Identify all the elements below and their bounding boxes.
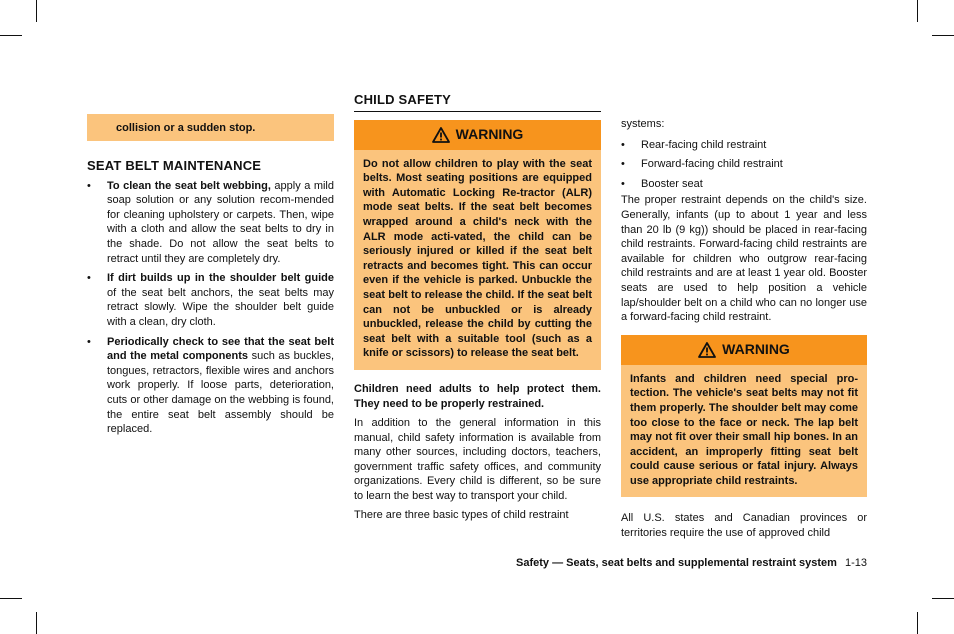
warning-text: Infants and children need special pro-tection. The vehicle's seat belts may not fit them properly. The shoulder belt may come too close to the face or neck. The lap belt may not fit over their small hip bones. In an accident, an improperly fitting seat belt could cause serious or fatal injury. Always use appropriate child restraints. [621,365,867,498]
column-middle [354,93,601,522]
warning-triangle-icon [698,342,716,358]
body-paragraph: There are three basic types of child restraint [354,508,569,521]
list-item-text: of the seat belt anchors, the seat belts may retract slowly. Wipe the shoulder belt guide with a clean, dry cloth. [107,286,334,328]
warning-box [621,335,867,498]
list-item [87,335,334,437]
list-item-lead: To clean the seat belt webbing, [107,179,271,192]
intro-text: systems: [621,118,665,130]
subheading: Children need adults to help protect them. They need to be properly restrained. [354,382,601,410]
warning-title: WARNING [455,126,524,143]
page-number: 1-13 [844,557,867,569]
crop-mark [932,598,954,599]
crop-mark [36,0,37,22]
restraint-types-list [621,138,867,192]
list-item: • Booster seat [621,177,867,192]
list-item-lead: Periodically check to see that the seat belt and the metal components [107,335,334,363]
column-left [87,114,334,442]
warning-header [354,120,601,150]
warning-triangle-icon [432,127,450,143]
crop-mark [36,612,37,634]
crop-mark [932,35,954,36]
body-paragraph: The proper restraint depends on the child's size. Generally, infants (up to about 1 year and less than 20 lb (9 kg)) should be placed in rear-facing child restraints. Forward-facing child restraints are available for children who outgrow rear-facing child restraints and are at least 1 year old. Booster seats are used to help position a vehicle lap/shoulder belt on a child who can no longer use a forward-facing child restraint. [621,194,867,324]
continued-warning-text: collision or a sudden stop. [116,122,256,134]
body-paragraph: All U.S. states and Canadian provinces or territories require the use of approved child [621,512,867,540]
crop-mark [0,598,22,599]
page-footer [516,557,867,569]
list-item-lead: If dirt builds up in the shoulder belt guide [107,272,334,285]
warning-text: Do not allow children to play with the seat belts. Most seating positions are equipped with Automatic Locking Re-tractor (ALR) mode seat belts. If the seat belt becomes wrapped around a child's neck with the ALR mode acti-vated, the child can be seriously injured or killed if the seat belt retracts and becomes tight. This can occur even if the vehicle is parked. Unbuckle the seat belt to release the child. If the seat belt can not be unbuckled or is already unbuckled, release the child by cutting the seat belt with a suitable tool (such as a knife or scissors) to release the seat belt. [354,150,601,370]
column-right [621,117,867,541]
warning-header [621,335,867,365]
warning-box [354,120,601,370]
list-item: • Forward-facing child restraint [621,157,867,172]
section-heading: CHILD SAFETY [354,93,601,112]
section-heading: SEAT BELT MAINTENANCE [87,158,262,173]
crop-mark [0,35,22,36]
continued-warning-box [87,114,334,141]
warning-title: WARNING [722,341,790,358]
list-item [87,271,334,329]
list-item [87,179,334,267]
footer-section-title: Safety — Seats, seat belts and supplemental restraint system [516,557,837,569]
list-item: • Rear-facing child restraint [621,138,867,153]
crop-mark [917,612,918,634]
body-paragraph: In addition to the general information in this manual, child safety information is available from many other sources, including doctors, teachers, government traffic safety offices, and community organizations. Every child is different, so be sure to learn the best way to transport your child. [354,417,601,503]
maintenance-list [87,179,334,437]
list-item-text: apply a mild soap solution or any solution recom-mended for cleaning upholstery or carpets. Then, wipe with a cloth and allow the seat belts to dry in the shade. Do not allow the seat belts to retract until they are completely dry. [107,179,334,265]
list-item-text: such as buckles, tongues, retractors, flexible wires and anchors work properly. If loose parts, deterioration, cuts or other damage on the webbing is found, the entire seat belt assembly should be replaced. [107,350,335,436]
crop-mark [917,0,918,22]
